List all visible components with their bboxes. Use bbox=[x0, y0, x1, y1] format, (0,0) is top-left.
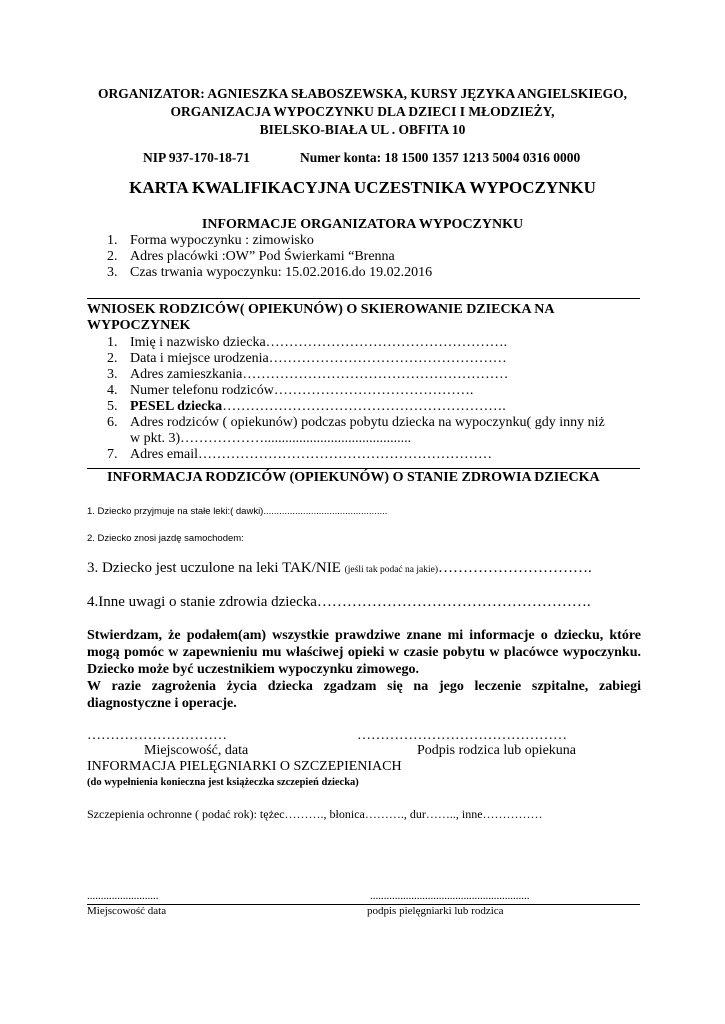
other-health-notes-field: 4.Inne uwagi o stanie zdrowia dziecka………………………………………………. bbox=[87, 594, 591, 610]
place-date-label-2: Miejscowość data bbox=[87, 905, 167, 917]
parent-request-heading-cont: WYPOCZYNEK bbox=[87, 318, 191, 333]
organizer-info-heading: INFORMACJE ORGANIZATORA WYPOCZYNKU bbox=[201, 217, 524, 232]
organizer-info-list bbox=[107, 233, 432, 281]
vaccinations-field: Szczepienia ochronne ( podać rok): tężec………., błonica………., dur…….., inne…………… bbox=[87, 807, 543, 821]
organizer-name-line: ORGANIZATOR: AGNIESZKA SŁABOSZEWSKA, KURSY JĘZYKA ANGIELSKIEGO, bbox=[97, 86, 627, 101]
list-item: 7. Adres email……………………………………………………… bbox=[107, 447, 493, 462]
health-info-heading: INFORMACJA RODZICÓW (OPIEKUNÓW) O STANIE ZDROWIA DZIECKA bbox=[107, 470, 600, 485]
list-item: w pkt. 3)……………….......................................... bbox=[130, 431, 412, 446]
document-title: KARTA KWALIFIKACYJNA UCZESTNIKA WYPOCZYNKU bbox=[129, 178, 596, 197]
organizer-address-line: BIELSKO-BIAŁA UL . OBFITA 10 bbox=[259, 122, 466, 137]
list-item: 1. Imię i nazwisko dziecka……………………………………………. bbox=[107, 335, 508, 350]
organizer-activity-line: ORGANIZACJA WYPOCZYNKU DLA DZIECI I MŁODZIEŻY, bbox=[170, 104, 555, 119]
place-date-label: Miejscowość, data bbox=[144, 743, 249, 758]
parent-signature-dots: ……………………………………… bbox=[357, 728, 567, 743]
medical-consent: W razie zagrożenia życia dziecka zgadzam się na jego leczenie szpitalne, zabiegi diagnostyczne i operacje. bbox=[87, 679, 641, 711]
list-item: 6. Adres rodziców ( opiekunów) podczas pobytu dziecka na wypoczynku( gdy inny niż bbox=[107, 415, 605, 430]
list-item: 1. Forma wypoczynku : zimowisko bbox=[107, 233, 314, 248]
signature-line bbox=[87, 904, 640, 905]
car-travel-field: 2. Dziecko znosi jazdę samochodem: bbox=[87, 533, 244, 544]
list-item: 4. Numer telefonu rodziców……………………………………. bbox=[107, 383, 474, 398]
nurse-info-note: (do wypełnienia konieczna jest książeczka szczepień dziecka) bbox=[87, 777, 359, 788]
regular-medication-field: 1. Dziecko przyjmuje na stałe leki:( dawki)............................................... bbox=[87, 506, 388, 517]
allergy-field: 3. Dziecko jest uczulone na leki TAK/NIE (jeśli tak podać na jakie)…………………………. bbox=[87, 560, 592, 576]
list-item: 5. PESEL dziecka……………………………………………………. bbox=[107, 399, 506, 414]
parent-statement: Stwierdzam, że podałem(am) wszystkie prawdziwe znane mi informacje o dziecku, które mogą pomóc w zapewnieniu mu właściwej opieki w czasie pobytu w placówce wypoczynku. Dziecko może być uczestnikiem wypoczynku zimowego. bbox=[87, 628, 641, 677]
parent-signature-label: Podpis rodzica lub opiekuna bbox=[417, 743, 577, 758]
list-item: 3. Czas trwania wypoczynku: 15.02.2016.do 19.02.2016 bbox=[107, 265, 433, 280]
nurse-signature-dots: .......................................................... bbox=[370, 890, 530, 902]
list-item: 3. Adres zamieszkania………………………………………………… bbox=[107, 367, 509, 382]
list-item: 2. Data i miejsce urodzenia…………………………………………… bbox=[107, 351, 507, 366]
place-date-dots-2: .......................... bbox=[87, 890, 159, 902]
parent-request-list bbox=[107, 335, 605, 463]
section-divider bbox=[87, 298, 640, 299]
nurse-info-heading: INFORMACJA PIELĘGNIARKI O SZCZEPIENIACH bbox=[87, 759, 402, 774]
list-item: 2. Adres placówki :OW” Pod Świerkami “Brenna bbox=[107, 249, 395, 264]
bank-account-number: Numer konta: 18 1500 1357 1213 5004 0316 0000 bbox=[300, 150, 581, 165]
section-divider bbox=[87, 468, 640, 469]
place-date-dots: ………………………… bbox=[87, 728, 227, 743]
parent-request-heading: WNIOSEK RODZICÓW( OPIEKUNÓW) O SKIEROWANIE DZIECKA NA bbox=[87, 302, 555, 317]
nurse-signature-label: podpis pielęgniarki lub rodzica bbox=[367, 905, 504, 917]
nip-number: NIP 937-170-18-71 bbox=[143, 150, 250, 165]
